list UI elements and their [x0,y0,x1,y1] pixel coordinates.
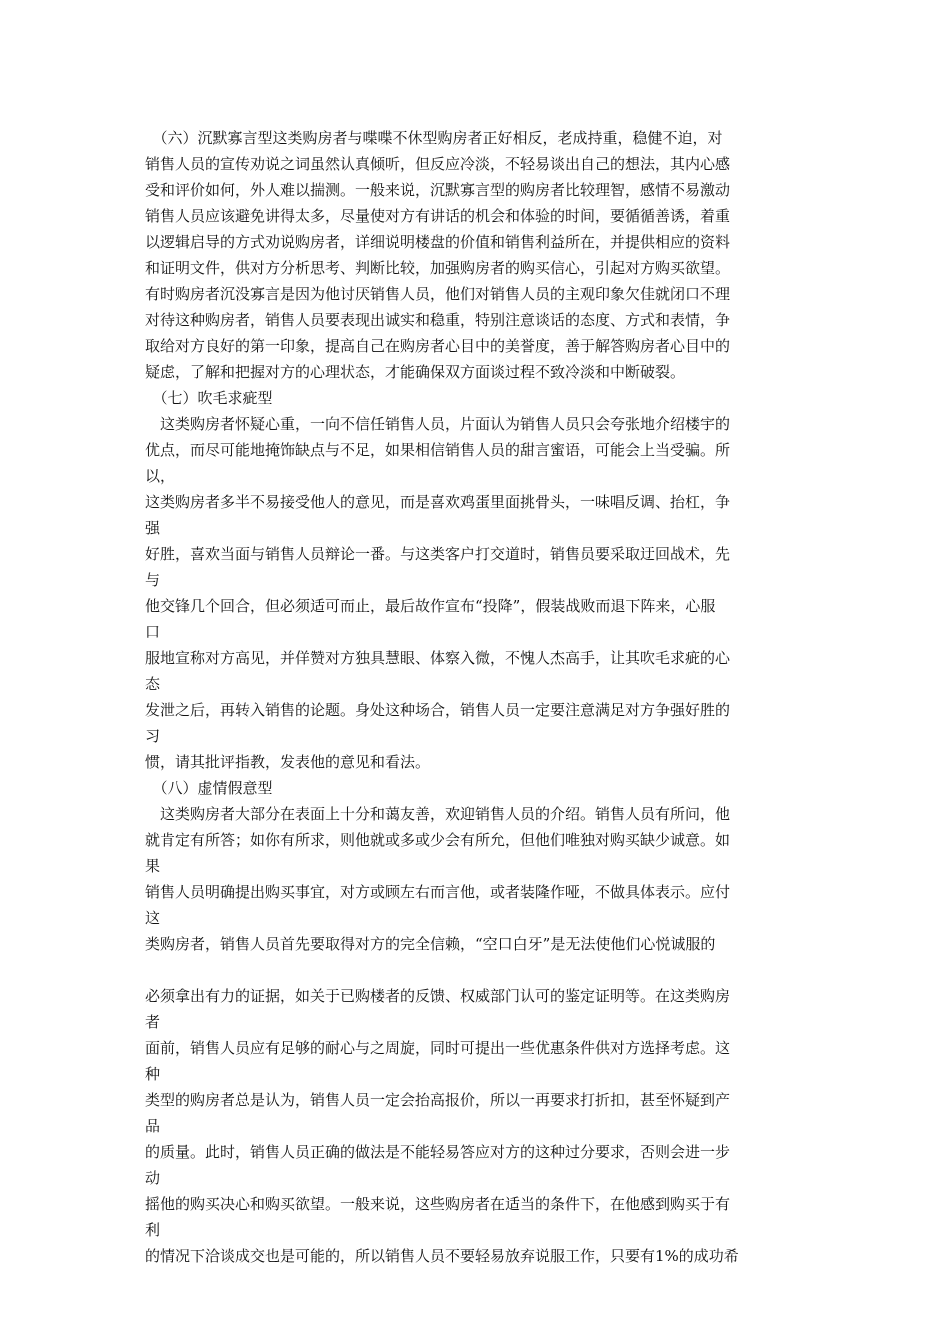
text-line: 动 [145,1169,161,1187]
text-line: 品 [145,1117,161,1135]
text-line: （八）虚情假意型 [145,779,273,797]
text-line: 这 [145,909,161,927]
text-line: 的情况下洽谈成交也是可能的，所以销售人员不要轻易放弃说服工作，只要有1%的成功希 [145,1247,739,1265]
text-line: 与 [145,571,161,589]
text-line: 者 [145,1013,161,1031]
text-line: 这类购房者大部分在表面上十分和蔼友善，欢迎销售人员的介绍。销售人员有所问，他 [145,805,731,823]
text-line: 销售人员应该避免讲得太多，尽量使对方有讲话的机会和体验的时间，要循循善诱，着重 [145,207,731,225]
text-line [145,957,815,983]
text-line: 取给对方良好的第一印象，提高自己在购房者心目中的美誉度，善于解答购房者心目中的 [145,337,731,355]
text-line: 受和评价如何，外人难以揣测。一般来说，沉默寡言型的购房者比较理智，感情不易激动 [145,181,731,199]
text-line: 疑虑，了解和把握对方的心理状态，才能确保双方面谈过程不致冷淡和中断破裂。 [145,363,686,381]
text-line: 以逻辑启导的方式劝说购房者，详细说明楼盘的价值和销售利益所在，并提供相应的资料 [145,233,731,251]
text-line: 习 [145,727,161,745]
text-line: 口 [145,623,161,641]
text-line: 和证明文件，供对方分析思考、判断比较，加强购房者的购买信心，引起对方购买欲望。 [145,259,731,277]
text-line: （七）吹毛求疵型 [145,389,273,407]
text-line: 他交锋几个回合，但必须适可而止，最后故作宣布“投降”，假装战败而退下阵来，心服 [145,597,716,615]
text-line: 类购房者，销售人员首先要取得对方的完全信赖，“空口白牙”是无法使他们心悦诚服的 [145,935,716,953]
text-line: 态 [145,675,161,693]
text-line: 的质量。此时，销售人员正确的做法是不能轻易答应对方的这种过分要求，否则会进一步 [145,1143,731,1161]
document-body [145,125,815,1269]
text-line: 有时购房者沉没寡言是因为他讨厌销售人员，他们对销售人员的主观印象欠佳就闭口不理 [145,285,731,303]
text-line: 面前，销售人员应有足够的耐心与之周旋，同时可提出一些优惠条件供对方选择考虑。这 [145,1039,731,1057]
text-line: 利 [145,1221,161,1239]
text-line: 就肯定有所答；如你有所求，则他就或多或少会有所允，但他们唯独对购买缺少诚意。如 [145,831,731,849]
text-line: 强 [145,519,161,537]
text-line: 种 [145,1065,161,1083]
text-line: 这类购房者怀疑心重，一向不信任销售人员，片面认为销售人员只会夸张地介绍楼宇的 [145,415,731,433]
text-line: （六）沉默寡言型这类购房者与喋喋不休型购房者正好相反，老成持重，稳健不迫，对 [145,129,723,147]
text-line: 果 [145,857,161,875]
text-line: 惯，请其批评指教，发表他的意见和看法。 [145,753,431,771]
text-line: 服地宣称对方高见，并佯赞对方独具慧眼、体察入微，不愧人杰高手，让其吹毛求疵的心 [145,649,731,667]
text-line: 必须拿出有力的证据，如关于已购楼者的反馈、权威部门认可的鉴定证明等。在这类购房 [145,987,731,1005]
text-line: 对待这种购房者，销售人员要表现出诚实和稳重，特别注意谈话的态度、方式和表情，争 [145,311,731,329]
text-line: 销售人员明确提出购买事宜，对方或顾左右而言他，或者装隆作哑，不做具体表示。应付 [145,883,731,901]
text-line: 优点，而尽可能地掩饰缺点与不足，如果相信销售人员的甜言蜜语，可能会上当受骗。所 [145,441,731,459]
text-line: 摇他的购买决心和购买欲望。一般来说，这些购房者在适当的条件下，在他感到购买于有 [145,1195,731,1213]
text-line: 销售人员的宣传劝说之词虽然认真倾听，但反应冷淡，不轻易谈出自己的想法，其内心感 [145,155,731,173]
text-line: 好胜，喜欢当面与销售人员辩论一番。与这类客户打交道时，销售员要采取迂回战术，先 [145,545,731,563]
text-line: 以， [145,467,176,485]
text-line: 类型的购房者总是认为，销售人员一定会抬高报价，所以一再要求打折扣，甚至怀疑到产 [145,1091,731,1109]
text-line: 发泄之后，再转入销售的论题。身处这种场合，销售人员一定要注意满足对方争强好胜的 [145,701,731,719]
text-line: 这类购房者多半不易接受他人的意见，而是喜欢鸡蛋里面挑骨头，一味唱反调、抬杠，争 [145,493,731,511]
